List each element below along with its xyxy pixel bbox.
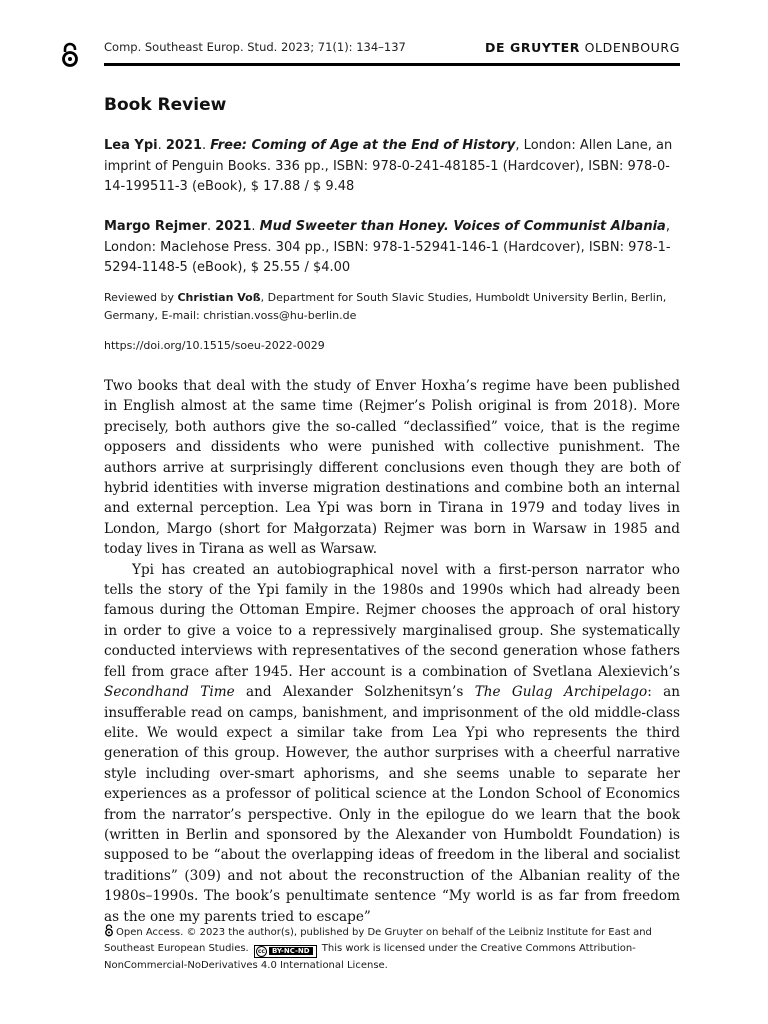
ref-author: Lea Ypi bbox=[104, 138, 158, 153]
reviewer-affiliation: , Department for South Slavic Studies, Humboldt University Berlin, Berlin, Germany, E-mail: christian.voss@hu-berlin.de bbox=[104, 291, 667, 322]
review-body bbox=[104, 376, 680, 927]
ref-author: Margo Rejmer bbox=[104, 219, 207, 234]
ref-book-title: Mud Sweeter than Honey. Voices of Communist Albania bbox=[259, 219, 666, 234]
body-paragraph-1: Two books that deal with the study of Enver Hoxha’s regime have been published in English almost at the same time (Rejmer’s Polish original is from 2018). More precisely, both authors give the so-called “declassified” voice, that is the regime opposers and dissidents who were punished with collective punishment. The authors arrive at surprisingly different conclusions even though they are both of hybrid identities with inverse migration destinations and combine both an internal and external perception. Lea Ypi was born in Tirana in 1979 and today lives in London, Margo (short for Małgorzata) Rejmer was born in Warsaw in 1985 and today lives in Tirana as well as Warsaw. bbox=[104, 378, 680, 558]
cc-license-badge[interactable] bbox=[254, 945, 317, 958]
license-code: BY-NC-ND bbox=[269, 947, 313, 955]
creative-commons-icon: cc bbox=[257, 948, 265, 955]
publisher-rest: OLDENBOURG bbox=[584, 40, 680, 55]
publisher-bold: DE GRUYTER bbox=[484, 40, 581, 55]
book-reference-2: Margo Rejmer. 2021. Mud Sweeter than Honey. Voices of Communist Albania, London: Maclehose Press. 304 pp., ISBN: 978-1-52941-146-1 (Hardcover), ISBN: 978-1-5294-1148-5 (eBook), $ 25.55 / $4.00 bbox=[104, 219, 671, 275]
ref-year: 2021 bbox=[165, 138, 203, 153]
footer-text-1: Open Access. © 2023 the author(s), published by De Gruyter on behalf of the Leibniz Institute for East and Southeast European Studies. bbox=[104, 927, 652, 954]
reviewer-prefix: Reviewed by bbox=[104, 291, 178, 304]
reviewer-name: Christian Voß bbox=[177, 291, 261, 304]
open-access-footer bbox=[104, 924, 680, 974]
open-access-icon bbox=[60, 42, 80, 68]
journal-citation: Comp. Southeast Europ. Stud. 2023; 71(1): 134–137 bbox=[104, 40, 406, 54]
publisher-name bbox=[485, 40, 680, 55]
ref-details: , London: Maclehose Press. 304 pp., ISBN: 978-1-52941-146-1 (Hardcover), ISBN: 978-1-5294-1148-5 (eBook), $ 25.55 / $4.00 bbox=[104, 219, 671, 275]
book-reference-1: Lea Ypi. 2021. Free: Coming of Age at the End of History, London: Allen Lane, an imprint of Penguin Books. 336 pp., ISBN: 978-0-241-48185-1 (Hardcover), ISBN: 978-0-14-199511-3 (eBook), $ 17.88 / $ 9.48 bbox=[104, 138, 673, 194]
doi-link[interactable]: https://doi.org/10.1515/soeu-2022-0029 bbox=[104, 339, 325, 352]
ref-year: 2021 bbox=[215, 219, 252, 234]
open-access-icon bbox=[104, 924, 114, 937]
body-paragraph-2 bbox=[104, 560, 680, 927]
reviewer-info bbox=[104, 289, 680, 325]
body-text-run: and Alexander Solzhenitsyn’s bbox=[234, 684, 475, 701]
book-title-gulag-archipelago: The Gulag Archipelago bbox=[474, 684, 648, 701]
body-text-run: Ypi has created an autobiographical novel with a first-person narrator who tells the story of the Ypi family in the 1980s and 1990s which had already been famous during the Ottoman Empire. Rejmer chooses the approach of oral history in order to give a voice to a repressively marginalised group. She systematically conducted interviews with representatives of the second generation whose fathers fell from grace after 1945. Her account is a combination of Svetlana Alexievich’s bbox=[104, 561, 680, 680]
article-type-title: Book Review bbox=[104, 95, 227, 115]
ref-details: , London: Allen Lane, an imprint of Penguin Books. 336 pp., ISBN: 978-0-241-48185-1 (Hardcover), ISBN: 978-0-14-199511-3 (eBook), $ 17.88 / $ 9.48 bbox=[104, 138, 673, 194]
book-title-secondhand-time: Secondhand Time bbox=[104, 684, 235, 701]
body-text-run: : an insufferable read on camps, banishment, and imprisonment of the old middle-class elite. We would expect a similar take from Lea Ypi who represents the third generation of this group. However, the author surprises with a cheerful narrative style including over-smart aphorisms, and she seems unable to separate her experiences as a professor of political science at the London School of Economics from the narrator’s perspective. Only in the epilogue do we learn that the book (written in Berlin and sponsored by the Alexander von Humboldt Foundation) is supposed to be “about the overlapping ideas of freedom in the liberal and socialist traditions” (309) and not about the reconstruction of the Albanian reality of the 1980s–1990s. The book’s penultimate sentence “My world is as far from freedom as the one my parents tried to escape” bbox=[104, 684, 680, 925]
header-rule bbox=[104, 63, 680, 66]
footer-text-2: This work is licensed under the Creative Commons Attribution-NonCommercial-NoDerivatives 4.0 International License. bbox=[104, 943, 636, 971]
ref-book-title: Free: Coming of Age at the End of History bbox=[210, 138, 516, 153]
